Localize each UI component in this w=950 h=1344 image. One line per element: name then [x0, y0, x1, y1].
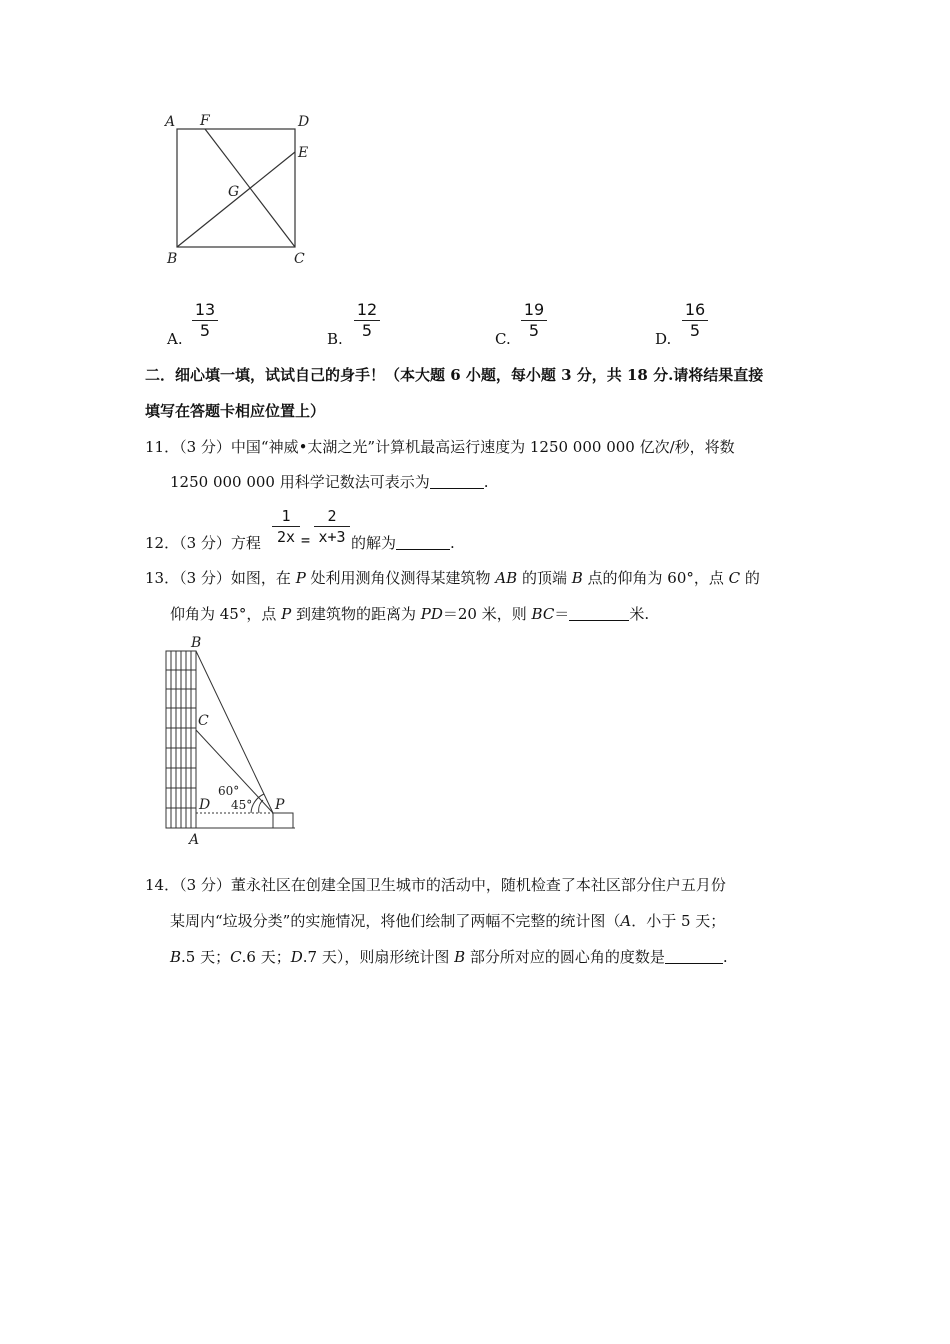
question-13-line1: 13．（3 分）如图，在 P 处利用测角仪测得某建筑物 AB 的顶端 B 点的仰角为 60°，点 C 的	[145, 569, 760, 587]
option-d-label: D.	[655, 330, 672, 348]
label-d2: D	[199, 797, 211, 813]
option-b-label: B.	[327, 330, 343, 348]
label-d: D	[298, 114, 310, 130]
label-g: G	[228, 184, 240, 200]
option-d-fraction: 16 5	[682, 301, 708, 340]
label-b2: B	[191, 635, 202, 651]
angle-60-label: 60°	[218, 784, 240, 798]
label-b: B	[167, 251, 178, 267]
label-e: E	[298, 145, 309, 161]
option-a-label: A.	[167, 330, 183, 348]
label-c: C	[294, 251, 305, 267]
label-p2: P	[275, 797, 285, 813]
label-a2: A	[189, 832, 200, 847]
answer-blank-12	[396, 535, 450, 550]
option-a-fraction: 13 5	[192, 301, 218, 340]
question-12-tail: 的解为 .	[351, 534, 455, 552]
answer-blank-14	[665, 949, 723, 964]
answer-blank-13	[569, 606, 629, 621]
section-heading-line1: 二．细心填一填，试试自己的身手！（本大题 6 小题，每小题 3 分，共 18 分.请将结果直接	[145, 366, 764, 384]
section-heading-line2: 填写在答题卡相应位置上）	[145, 402, 326, 420]
option-c-fraction: 19 5	[521, 301, 547, 340]
question-12-line: 12．（3 分）方程	[145, 534, 261, 552]
answer-blank-11	[430, 474, 484, 489]
question-14-line3: B.5 天；C.6 天；D.7 天），则扇形统计图 B 部分所对应的圆心角的度数是 .	[170, 948, 728, 966]
question-12-fraction-1: 1 2x	[272, 507, 300, 546]
option-c-label: C.	[495, 330, 511, 348]
question-14-line1: 14．（3 分）董永社区在创建全国卫生城市的活动中，随机检查了本社区部分住户五月份	[145, 876, 726, 894]
square-figure	[160, 108, 320, 268]
question-12-fraction-2: 2 x+3	[314, 507, 350, 546]
question-11-line2: 1250 000 000 用科学记数法可表示为 .	[170, 473, 489, 491]
angle-45-label: 45°	[231, 798, 253, 812]
question-11-line1: 11．（3 分）中国“神威•太湖之光”计算机最高运行速度为 1250 000 000 亿次/秒，将数	[145, 438, 735, 456]
label-c2: C	[198, 713, 209, 729]
option-b-fraction: 12 5	[354, 301, 380, 340]
question-12-equals: =	[301, 531, 311, 549]
question-13-line2: 仰角为 45°，点 P 到建筑物的距离为 PD＝20 米，则 BC＝ 米.	[170, 605, 650, 623]
building-figure	[155, 632, 315, 847]
question-14-line2: 某周内“垃圾分类”的实施情况，将他们绘制了两幅不完整的统计图（A．小于 5 天；	[170, 912, 726, 930]
label-a: A	[165, 114, 176, 130]
label-f: F	[200, 113, 210, 129]
observer-box	[273, 813, 293, 828]
